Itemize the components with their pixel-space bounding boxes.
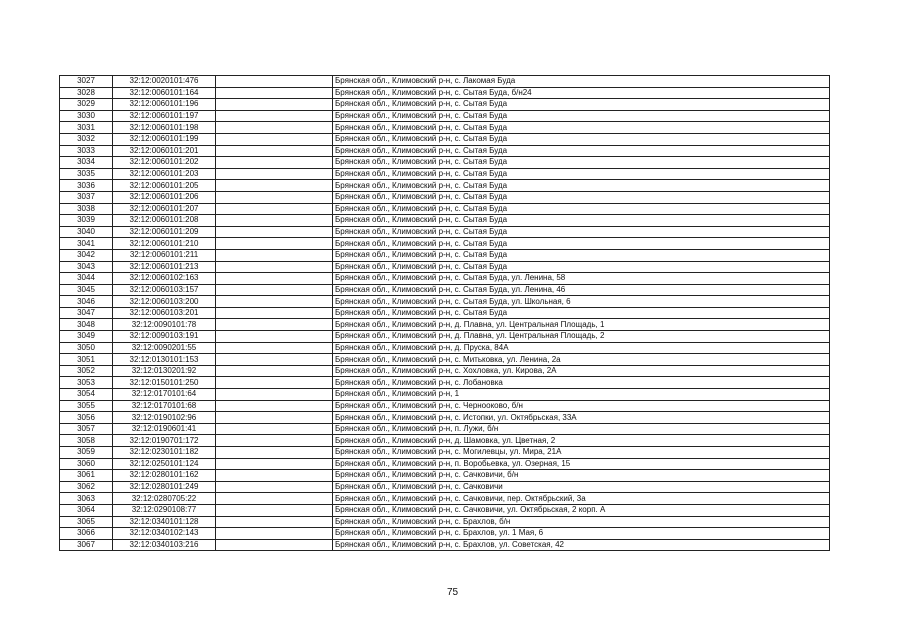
cadastral-number-cell: 32:12:0020101:476 [113, 76, 216, 88]
address-cell: Брянская обл., Климовский р-н, с. Сачковичи, ул. Октябрьская, 2 корп. А [333, 504, 830, 516]
table-row [60, 249, 830, 261]
empty-cell [216, 481, 333, 493]
empty-cell [216, 215, 333, 227]
row-number-cell: 3029 [60, 99, 113, 111]
table-row [60, 273, 830, 285]
row-number-cell: 3053 [60, 377, 113, 389]
row-number-cell: 3035 [60, 168, 113, 180]
address-cell: Брянская обл., Климовский р-н, д. Плавна, ул. Центральная Площадь, 2 [333, 331, 830, 343]
table-row [60, 203, 830, 215]
row-number-cell: 3048 [60, 319, 113, 331]
address-cell: Брянская обл., Климовский р-н, с. Сытая Буда [333, 122, 830, 134]
empty-cell [216, 539, 333, 551]
cadastral-number-cell: 32:12:0060103:201 [113, 307, 216, 319]
address-cell: Брянская обл., Климовский р-н, с. Сачковичи, б/н [333, 470, 830, 482]
table-row [60, 168, 830, 180]
empty-cell [216, 354, 333, 366]
cadastral-number-cell: 32:12:0280705:22 [113, 493, 216, 505]
table-row [60, 110, 830, 122]
address-cell: Брянская обл., Климовский р-н, с. Истопки, ул. Октябрьская, 33А [333, 412, 830, 424]
cadastral-number-cell: 32:12:0340103:216 [113, 539, 216, 551]
address-cell: Брянская обл., Климовский р-н, с. Чернооково, б/н [333, 400, 830, 412]
address-cell: Брянская обл., Климовский р-н, с. Сытая Буда [333, 238, 830, 250]
cadastral-number-cell: 32:12:0340102:143 [113, 528, 216, 540]
empty-cell [216, 110, 333, 122]
table-row [60, 133, 830, 145]
cadastral-number-cell: 32:12:0090103:191 [113, 331, 216, 343]
empty-cell [216, 226, 333, 238]
row-number-cell: 3067 [60, 539, 113, 551]
cadastral-number-cell: 32:12:0060101:198 [113, 122, 216, 134]
address-cell: Брянская обл., Климовский р-н, с. Брахлов, ул. Советская, 42 [333, 539, 830, 551]
cadastral-number-cell: 32:12:0190701:172 [113, 435, 216, 447]
cadastral-number-cell: 32:12:0060101:164 [113, 87, 216, 99]
cadastral-number-cell: 32:12:0060101:202 [113, 157, 216, 169]
cadastral-number-cell: 32:12:0290108:77 [113, 504, 216, 516]
address-cell: Брянская обл., Климовский р-н, с. Брахлов, б/н [333, 516, 830, 528]
address-cell: Брянская обл., Климовский р-н, с. Сытая Буда [333, 99, 830, 111]
empty-cell [216, 412, 333, 424]
table-row [60, 284, 830, 296]
cadastral-number-cell: 32:12:0060101:208 [113, 215, 216, 227]
address-cell: Брянская обл., Климовский р-н, с. Сытая Буда [333, 157, 830, 169]
table-row [60, 307, 830, 319]
table-row [60, 87, 830, 99]
table-row [60, 423, 830, 435]
cadastral-number-cell: 32:12:0060101:196 [113, 99, 216, 111]
table-row [60, 458, 830, 470]
cadastral-number-cell: 32:12:0060101:205 [113, 180, 216, 192]
cadastral-number-cell: 32:12:0060101:199 [113, 133, 216, 145]
empty-cell [216, 307, 333, 319]
row-number-cell: 3043 [60, 261, 113, 273]
row-number-cell: 3044 [60, 273, 113, 285]
cadastral-number-cell: 32:12:0060103:200 [113, 296, 216, 308]
table-row [60, 180, 830, 192]
table-row [60, 354, 830, 366]
row-number-cell: 3066 [60, 528, 113, 540]
row-number-cell: 3058 [60, 435, 113, 447]
empty-cell [216, 133, 333, 145]
empty-cell [216, 423, 333, 435]
empty-cell [216, 168, 333, 180]
table-row [60, 238, 830, 250]
empty-cell [216, 400, 333, 412]
table-row [60, 504, 830, 516]
row-number-cell: 3064 [60, 504, 113, 516]
row-number-cell: 3055 [60, 400, 113, 412]
row-number-cell: 3065 [60, 516, 113, 528]
row-number-cell: 3041 [60, 238, 113, 250]
cadastral-number-cell: 32:12:0060101:211 [113, 249, 216, 261]
row-number-cell: 3033 [60, 145, 113, 157]
empty-cell [216, 447, 333, 459]
table-row [60, 157, 830, 169]
address-cell: Брянская обл., Климовский р-н, д. Плавна, ул. Центральная Площадь, 1 [333, 319, 830, 331]
address-cell: Брянская обл., Климовский р-н, с. Сытая Буда [333, 307, 830, 319]
row-number-cell: 3027 [60, 76, 113, 88]
empty-cell [216, 504, 333, 516]
row-number-cell: 3037 [60, 191, 113, 203]
row-number-cell: 3046 [60, 296, 113, 308]
address-cell: Брянская обл., Климовский р-н, с. Сытая Буда [333, 249, 830, 261]
empty-cell [216, 435, 333, 447]
table-row [60, 215, 830, 227]
address-cell: Брянская обл., Климовский р-н, с. Сачковичи [333, 481, 830, 493]
table-row [60, 296, 830, 308]
row-number-cell: 3047 [60, 307, 113, 319]
address-cell: Брянская обл., Климовский р-н, с. Могилевцы, ул. Мира, 21А [333, 447, 830, 459]
cadastral-number-cell: 32:12:0150101:250 [113, 377, 216, 389]
table-row [60, 226, 830, 238]
table-row [60, 493, 830, 505]
cadastral-number-cell: 32:12:0170101:64 [113, 389, 216, 401]
cadastral-number-cell: 32:12:0190102:96 [113, 412, 216, 424]
table-row [60, 319, 830, 331]
table-row [60, 447, 830, 459]
table-row [60, 331, 830, 343]
cadastral-number-cell: 32:12:0130201:92 [113, 365, 216, 377]
empty-cell [216, 180, 333, 192]
table-row [60, 539, 830, 551]
empty-cell [216, 99, 333, 111]
address-cell: Брянская обл., Климовский р-н, с. Сытая Буда [333, 261, 830, 273]
address-cell: Брянская обл., Климовский р-н, с. Сытая Буда [333, 203, 830, 215]
address-cell: Брянская обл., Климовский р-н, с. Сытая Буда [333, 180, 830, 192]
row-number-cell: 3056 [60, 412, 113, 424]
cadastral-number-cell: 32:12:0060102:163 [113, 273, 216, 285]
table-row [60, 412, 830, 424]
row-number-cell: 3059 [60, 447, 113, 459]
empty-cell [216, 87, 333, 99]
address-cell: Брянская обл., Климовский р-н, д. Шамовка, ул. Цветная, 2 [333, 435, 830, 447]
empty-cell [216, 342, 333, 354]
cadastral-number-cell: 32:12:0280101:162 [113, 470, 216, 482]
cadastral-number-cell: 32:12:0060103:157 [113, 284, 216, 296]
cadastral-number-cell: 32:12:0060101:203 [113, 168, 216, 180]
row-number-cell: 3060 [60, 458, 113, 470]
row-number-cell: 3038 [60, 203, 113, 215]
cadastral-number-cell: 32:12:0190601:41 [113, 423, 216, 435]
empty-cell [216, 470, 333, 482]
address-cell: Брянская обл., Климовский р-н, д. Пруска, 84А [333, 342, 830, 354]
row-number-cell: 3052 [60, 365, 113, 377]
table-row [60, 400, 830, 412]
cadastral-number-cell: 32:12:0130101:153 [113, 354, 216, 366]
address-cell: Брянская обл., Климовский р-н, с. Сытая Буда [333, 133, 830, 145]
empty-cell [216, 249, 333, 261]
address-cell: Брянская обл., Климовский р-н, с. Сытая Буда, ул. Ленина, 46 [333, 284, 830, 296]
table-row [60, 528, 830, 540]
table-row [60, 377, 830, 389]
empty-cell [216, 122, 333, 134]
register-table [59, 75, 830, 551]
row-number-cell: 3057 [60, 423, 113, 435]
address-cell: Брянская обл., Климовский р-н, п. Лужи, б/н [333, 423, 830, 435]
address-cell: Брянская обл., Климовский р-н, с. Сытая Буда [333, 110, 830, 122]
row-number-cell: 3039 [60, 215, 113, 227]
address-cell: Брянская обл., Климовский р-н, с. Хохловка, ул. Кирова, 2А [333, 365, 830, 377]
empty-cell [216, 493, 333, 505]
empty-cell [216, 516, 333, 528]
address-cell: Брянская обл., Климовский р-н, с. Лобановка [333, 377, 830, 389]
address-cell: Брянская обл., Климовский р-н, п. Воробьевка, ул. Озерная, 15 [333, 458, 830, 470]
table-row [60, 76, 830, 88]
empty-cell [216, 458, 333, 470]
cadastral-number-cell: 32:12:0060101:197 [113, 110, 216, 122]
table-row [60, 481, 830, 493]
empty-cell [216, 331, 333, 343]
address-cell: Брянская обл., Климовский р-н, с. Сытая Буда [333, 215, 830, 227]
row-number-cell: 3045 [60, 284, 113, 296]
address-cell: Брянская обл., Климовский р-н, с. Сытая Буда [333, 226, 830, 238]
address-cell: Брянская обл., Климовский р-н, с. Сытая Буда, б/н24 [333, 87, 830, 99]
empty-cell [216, 296, 333, 308]
address-cell: Брянская обл., Климовский р-н, 1 [333, 389, 830, 401]
empty-cell [216, 203, 333, 215]
register-table-body [60, 76, 830, 551]
cadastral-number-cell: 32:12:0340101:128 [113, 516, 216, 528]
empty-cell [216, 157, 333, 169]
empty-cell [216, 273, 333, 285]
table-row [60, 435, 830, 447]
cadastral-number-cell: 32:12:0060101:213 [113, 261, 216, 273]
empty-cell [216, 284, 333, 296]
cadastral-number-cell: 32:12:0060101:209 [113, 226, 216, 238]
cadastral-number-cell: 32:12:0060101:210 [113, 238, 216, 250]
empty-cell [216, 389, 333, 401]
address-cell: Брянская обл., Климовский р-н, с. Брахлов, ул. 1 Мая, 6 [333, 528, 830, 540]
row-number-cell: 3040 [60, 226, 113, 238]
row-number-cell: 3061 [60, 470, 113, 482]
table-row [60, 191, 830, 203]
row-number-cell: 3042 [60, 249, 113, 261]
row-number-cell: 3036 [60, 180, 113, 192]
row-number-cell: 3031 [60, 122, 113, 134]
empty-cell [216, 377, 333, 389]
table-row [60, 389, 830, 401]
row-number-cell: 3030 [60, 110, 113, 122]
cadastral-number-cell: 32:12:0090101:78 [113, 319, 216, 331]
empty-cell [216, 238, 333, 250]
table-row [60, 365, 830, 377]
cadastral-number-cell: 32:12:0170101:68 [113, 400, 216, 412]
empty-cell [216, 365, 333, 377]
row-number-cell: 3051 [60, 354, 113, 366]
empty-cell [216, 145, 333, 157]
row-number-cell: 3049 [60, 331, 113, 343]
table-row [60, 261, 830, 273]
cadastral-number-cell: 32:12:0060101:201 [113, 145, 216, 157]
cadastral-number-cell: 32:12:0090201:55 [113, 342, 216, 354]
address-cell: Брянская обл., Климовский р-н, с. Сытая Буда [333, 191, 830, 203]
row-number-cell: 3050 [60, 342, 113, 354]
table-row [60, 145, 830, 157]
cadastral-number-cell: 32:12:0230101:182 [113, 447, 216, 459]
row-number-cell: 3032 [60, 133, 113, 145]
row-number-cell: 3034 [60, 157, 113, 169]
cadastral-number-cell: 32:12:0060101:207 [113, 203, 216, 215]
cadastral-number-cell: 32:12:0280101:249 [113, 481, 216, 493]
table-row [60, 99, 830, 111]
address-cell: Брянская обл., Климовский р-н, с. Сытая Буда, ул. Школьная, 6 [333, 296, 830, 308]
cadastral-number-cell: 32:12:0250101:124 [113, 458, 216, 470]
address-cell: Брянская обл., Климовский р-н, с. Митьковка, ул. Ленина, 2а [333, 354, 830, 366]
address-cell: Брянская обл., Климовский р-н, с. Сытая Буда [333, 168, 830, 180]
empty-cell [216, 261, 333, 273]
address-cell: Брянская обл., Климовский р-н, с. Сытая Буда [333, 145, 830, 157]
table-row [60, 470, 830, 482]
table-row [60, 342, 830, 354]
address-cell: Брянская обл., Климовский р-н, с. Сачковичи, пер. Октябрьский, 3а [333, 493, 830, 505]
cadastral-number-cell: 32:12:0060101:206 [113, 191, 216, 203]
row-number-cell: 3028 [60, 87, 113, 99]
empty-cell [216, 76, 333, 88]
empty-cell [216, 319, 333, 331]
empty-cell [216, 191, 333, 203]
empty-cell [216, 528, 333, 540]
row-number-cell: 3062 [60, 481, 113, 493]
table-row [60, 122, 830, 134]
address-cell: Брянская обл., Климовский р-н, с. Лакомая Буда [333, 76, 830, 88]
row-number-cell: 3063 [60, 493, 113, 505]
page-number: 75 [446, 587, 459, 598]
address-cell: Брянская обл., Климовский р-н, с. Сытая Буда, ул. Ленина, 58 [333, 273, 830, 285]
table-row [60, 516, 830, 528]
row-number-cell: 3054 [60, 389, 113, 401]
